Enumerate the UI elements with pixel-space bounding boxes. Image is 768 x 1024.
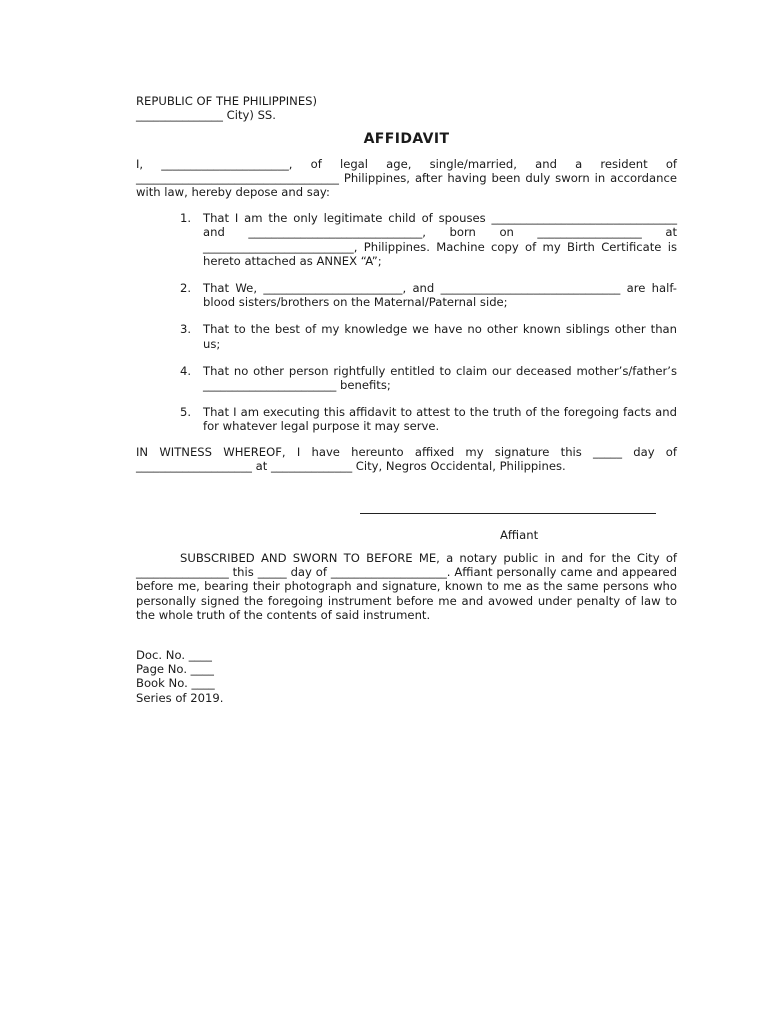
- statement-number: 5.: [180, 405, 192, 420]
- statement-item: [136, 211, 677, 268]
- page-no: Page No. ____: [136, 662, 214, 677]
- statement-item: [136, 322, 677, 350]
- signature-line: [360, 513, 656, 514]
- statement-number: 3.: [180, 322, 192, 337]
- statement-text: That We, ________________________, and _______________________________ are half-blood sisters/brothers on the Maternal/Paternal side;: [203, 281, 677, 310]
- statement-number: 2.: [180, 281, 192, 296]
- statement-text: That no other person rightfully entitled to claim our deceased mother’s/father’s _______________________ benefits;: [203, 363, 677, 393]
- statements-list: [136, 211, 677, 433]
- witness-paragraph: IN WITNESS WHEREOF, I have hereunto affixed my signature this _____ day of ____________________ at ______________ City, Negros Occidental, Philippines.: [136, 444, 677, 473]
- city-ss-line: _______________ City) SS.: [136, 108, 276, 123]
- notarial-register: [136, 648, 677, 705]
- statement-item: [136, 281, 677, 309]
- doc-no: Doc. No. ____: [136, 648, 212, 663]
- statement-item: [136, 405, 677, 433]
- affiant-label: Affiant: [500, 528, 539, 543]
- statement-number: 4.: [180, 363, 192, 378]
- statement-item: [136, 364, 677, 392]
- book-no: Book No. ____: [136, 676, 215, 691]
- statement-number: 1.: [180, 211, 192, 226]
- statement-text: That I am the only legitimate child of spouses ________________________________ and ______________________________, born on __________________ at __________________________, Philippines. Machine copy of my Birth Certificate is hereto attached as ANNEX “A”;: [203, 211, 677, 268]
- document-title: AFFIDAVIT: [363, 131, 450, 148]
- republic-header: REPUBLIC OF THE PHILIPPINES): [136, 94, 318, 108]
- intro-paragraph: I, ______________________, of legal age, single/married, and a resident of ___________________________________ Philippines, after having been duly sworn in accordance with law, hereby depose and say:: [136, 156, 677, 200]
- affidavit-document: [136, 94, 677, 705]
- statement-text: That to the best of my knowledge we have no other known siblings other than us;: [203, 322, 677, 351]
- series: Series of 2019.: [136, 690, 224, 705]
- jurat-paragraph: SUBSCRIBED AND SWORN TO BEFORE ME, a notary public in and for the City of ________________ this _____ day of ____________________. Affiant personally came and appeared before me, bearing their photograph and signature, known to me as the same persons who personally signed the foregoing instrument before me and avowed under penalty of law to the whole truth of the contents of said instrument.: [136, 551, 677, 622]
- statement-text: That I am executing this affidavit to attest to the truth of the foregoing facts and for whatever legal purpose it may serve.: [203, 405, 677, 434]
